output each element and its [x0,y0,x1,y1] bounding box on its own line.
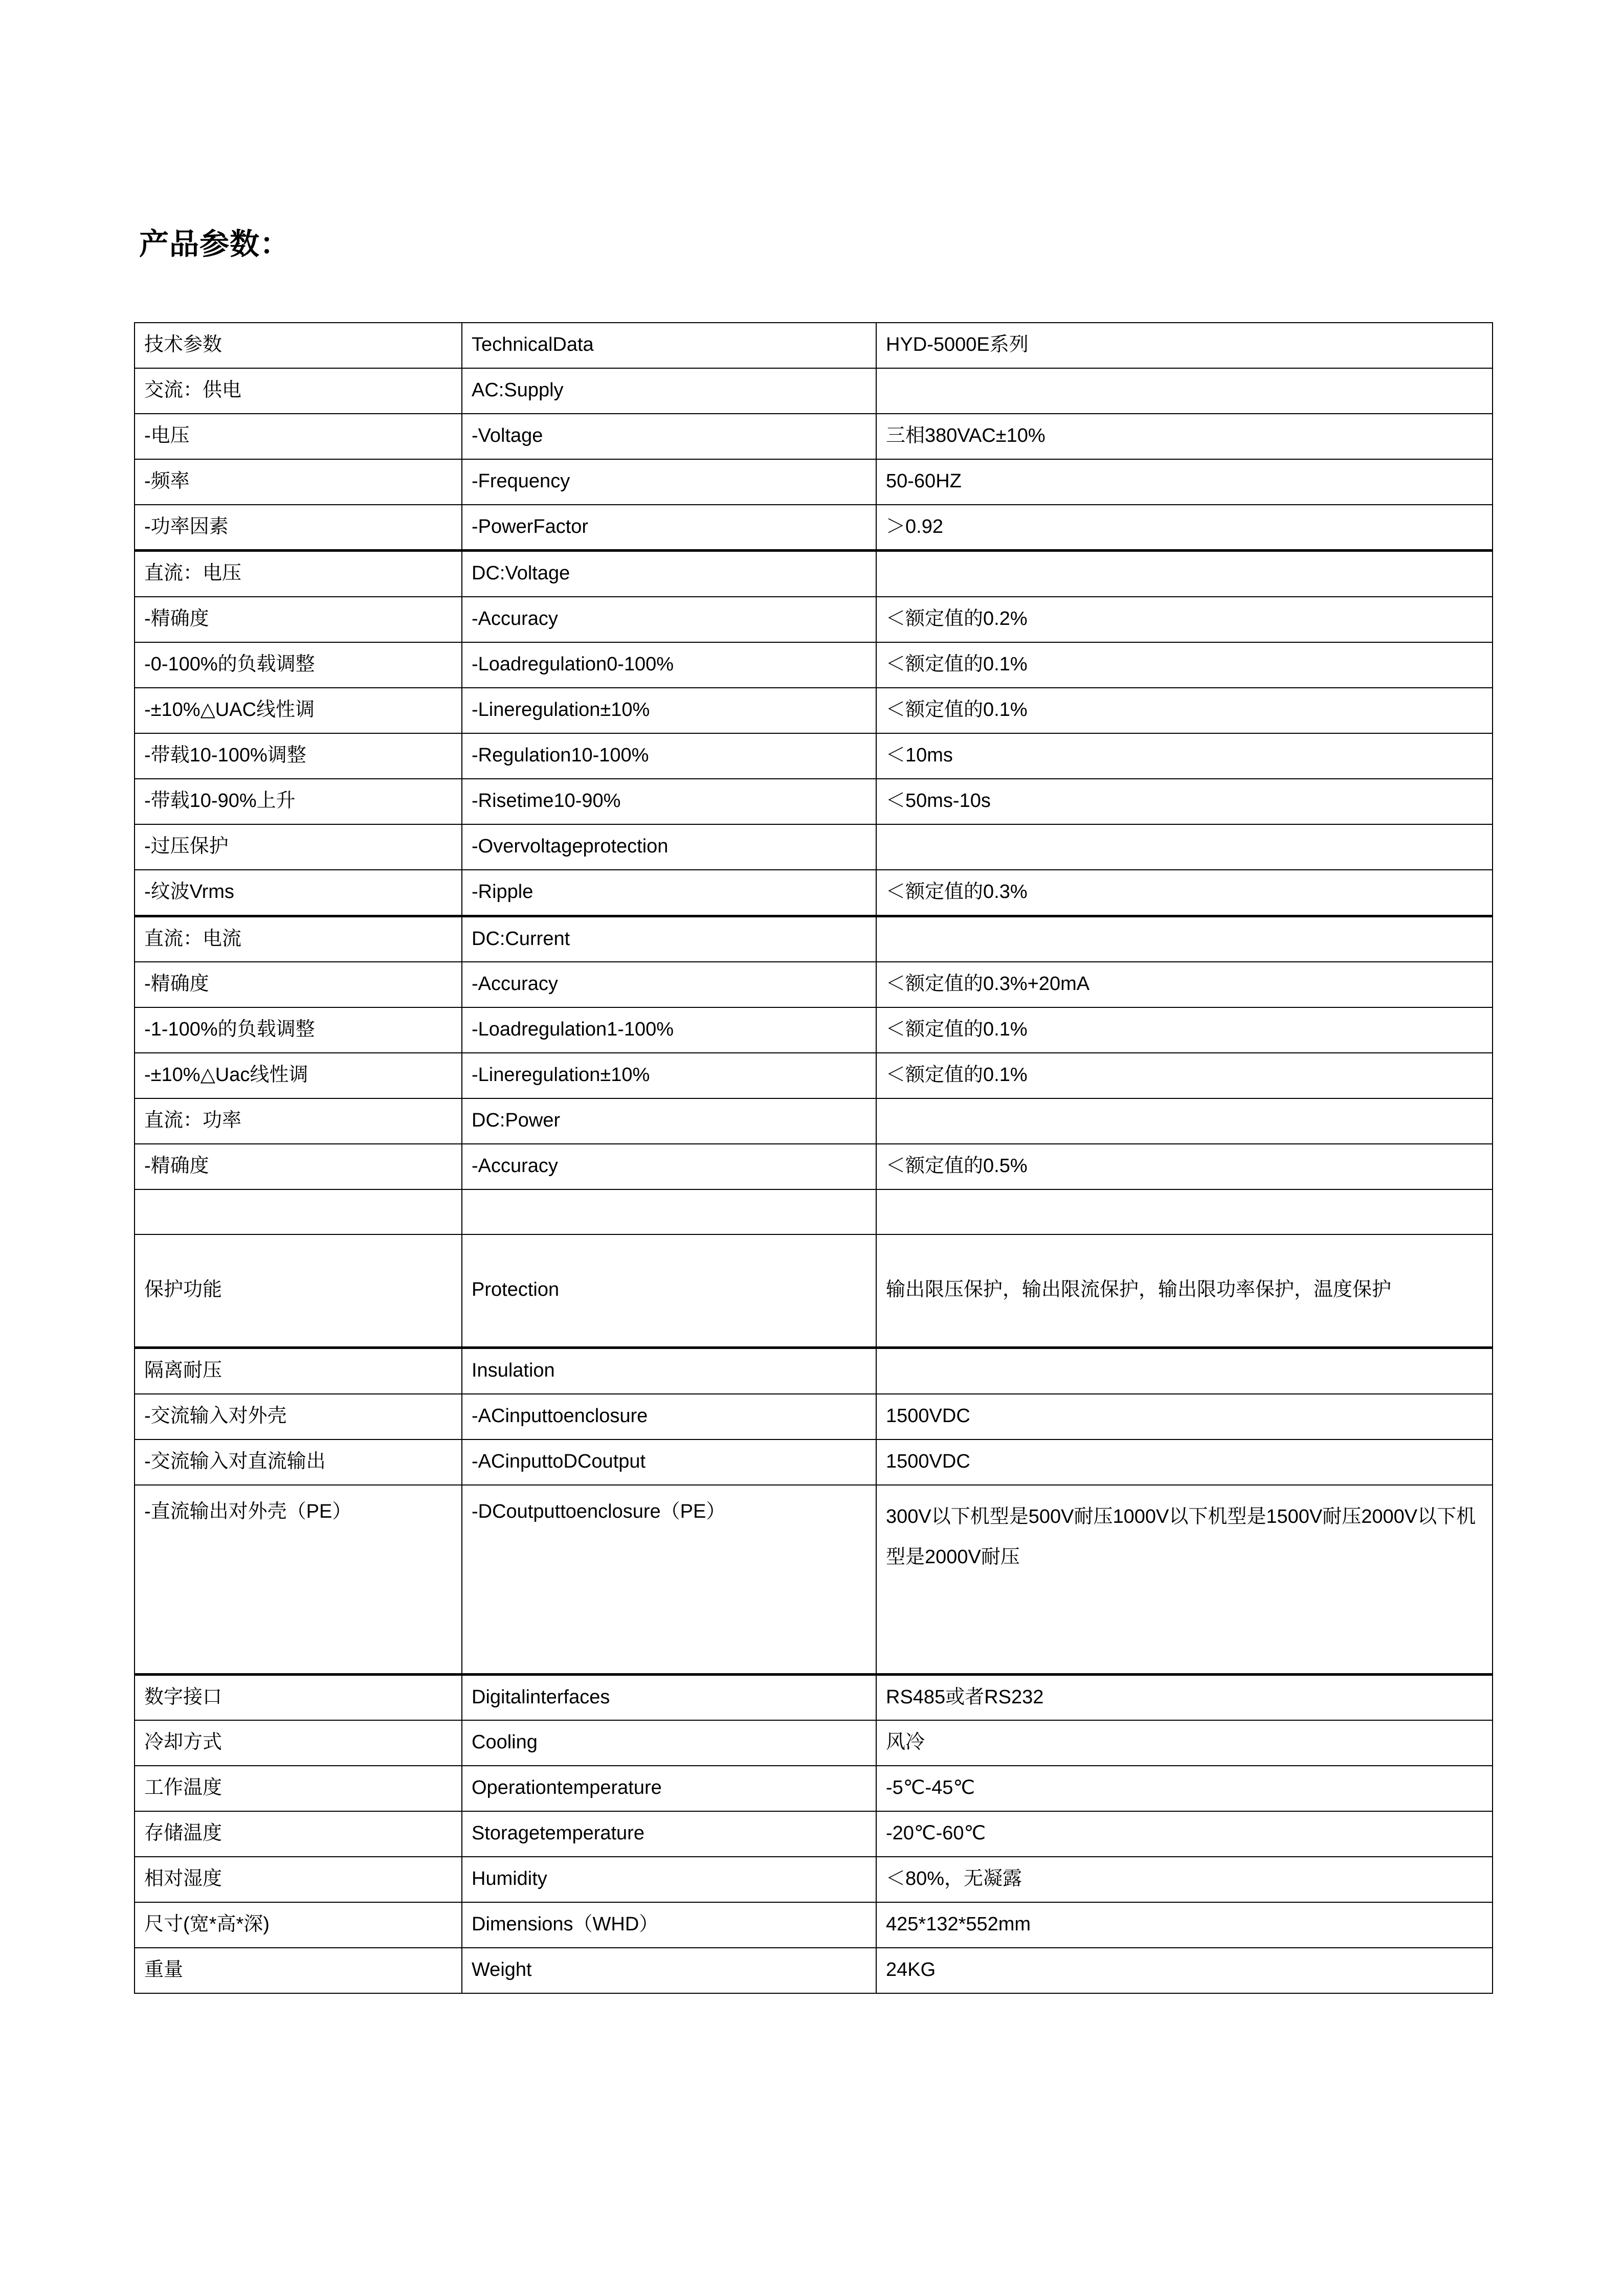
cell-value: ＜额定值的0.1% [876,642,1493,688]
cell-parameter-cn: -交流输入对直流输出 [135,1439,462,1485]
cell-parameter-cn: 保护功能 [135,1234,462,1348]
cell-value: ＜50ms-10s [876,779,1493,824]
cell-parameter-cn: -带载10-100%调整 [135,733,462,779]
cell-value: 300V以下机型是500V耐压1000V以下机型是1500V耐压2000V以下机型是2000V耐压 [876,1485,1493,1675]
cell-parameter-cn: 重量 [135,1948,462,1993]
cell-value: ＜80%，无凝露 [876,1857,1493,1902]
cell-value: ＜10ms [876,733,1493,779]
cell-value: 50-60HZ [876,459,1493,505]
table-row [135,688,1493,733]
table-row [135,733,1493,779]
cell-parameter-en: TechnicalData [462,323,876,368]
cell-value: ＜额定值的0.1% [876,688,1493,733]
cell-parameter-en: -Loadregulation1-100% [462,1007,876,1053]
table-row [135,1394,1493,1439]
cell-value: 三相380VAC±10% [876,414,1493,459]
cell-parameter-en: AC:Supply [462,368,876,414]
cell-parameter-cn: -±10%△Uac线性调 [135,1053,462,1098]
cell-parameter-cn: 数字接口 [135,1674,462,1720]
table-row [135,1948,1493,1993]
table-row [135,1144,1493,1189]
table-row [135,1674,1493,1720]
cell-parameter-cn [135,1189,462,1234]
cell-parameter-cn: -纹波Vrms [135,870,462,916]
table-row [135,779,1493,824]
cell-value [876,1189,1493,1234]
table-row [135,505,1493,551]
cell-parameter-cn: 工作温度 [135,1766,462,1811]
table-row [135,1766,1493,1811]
cell-parameter-cn: -功率因素 [135,505,462,551]
cell-parameter-en: -Accuracy [462,597,876,642]
table-row [135,916,1493,962]
table-row [135,1439,1493,1485]
cell-parameter-cn: 直流：电流 [135,916,462,962]
cell-parameter-en: -Overvoltageprotection [462,824,876,870]
cell-parameter-en: -Risetime10-90% [462,779,876,824]
table-row [135,1485,1493,1675]
table-row [135,1098,1493,1144]
table-row [135,1902,1493,1948]
cell-value [876,368,1493,414]
cell-value: 风冷 [876,1720,1493,1766]
table-row [135,824,1493,870]
table-row [135,551,1493,597]
cell-parameter-cn: -±10%△UAC线性调 [135,688,462,733]
cell-value: ＜额定值的0.2% [876,597,1493,642]
cell-parameter-cn: -电压 [135,414,462,459]
table-body [135,323,1493,1993]
table-row [135,459,1493,505]
table-row [135,1720,1493,1766]
cell-parameter-en: Digitalinterfaces [462,1674,876,1720]
cell-parameter-en: DC:Voltage [462,551,876,597]
cell-value: RS485或者RS232 [876,1674,1493,1720]
cell-parameter-cn: 技术参数 [135,323,462,368]
cell-value: ＜额定值的0.1% [876,1053,1493,1098]
table-row [135,414,1493,459]
page-title: 产品参数： [139,228,291,261]
cell-parameter-en: -Accuracy [462,962,876,1007]
cell-parameter-cn: -交流输入对外壳 [135,1394,462,1439]
cell-parameter-cn: -0-100%的负载调整 [135,642,462,688]
table-row [135,368,1493,414]
table-row [135,962,1493,1007]
cell-parameter-en: Protection [462,1234,876,1348]
cell-value: ＜额定值的0.3% [876,870,1493,916]
cell-parameter-cn: -1-100%的负载调整 [135,1007,462,1053]
cell-parameter-en [462,1189,876,1234]
cell-value: 24KG [876,1948,1493,1993]
cell-parameter-cn: 直流：电压 [135,551,462,597]
cell-parameter-en: -Lineregulation±10% [462,688,876,733]
cell-parameter-en: -Frequency [462,459,876,505]
cell-value: HYD-5000E系列 [876,323,1493,368]
cell-parameter-en: -Ripple [462,870,876,916]
table-row [135,1857,1493,1902]
table-row [135,323,1493,368]
table-row [135,1234,1493,1348]
cell-value: 输出限压保护，输出限流保护，输出限功率保护，温度保护 [876,1234,1493,1348]
table-row [135,1811,1493,1857]
cell-parameter-cn: 直流：功率 [135,1098,462,1144]
cell-parameter-en: -Voltage [462,414,876,459]
cell-parameter-cn: 存储温度 [135,1811,462,1857]
cell-parameter-en: Operationtemperature [462,1766,876,1811]
table-row [135,597,1493,642]
table-row [135,1347,1493,1393]
cell-parameter-en: Humidity [462,1857,876,1902]
cell-value: ＜额定值的0.5% [876,1144,1493,1189]
table-row [135,1007,1493,1053]
cell-parameter-cn: 冷却方式 [135,1720,462,1766]
cell-parameter-en: -DCoutputtoenclosure（PE） [462,1485,876,1675]
table-row [135,642,1493,688]
cell-value: 1500VDC [876,1439,1493,1485]
cell-value: ＞0.92 [876,505,1493,551]
cell-parameter-en: -ACinputtoDCoutput [462,1439,876,1485]
product-specifications-table [134,322,1493,1994]
cell-parameter-en: -Regulation10-100% [462,733,876,779]
cell-parameter-cn: 交流：供电 [135,368,462,414]
cell-parameter-cn: -频率 [135,459,462,505]
cell-value [876,916,1493,962]
cell-parameter-cn: -精确度 [135,597,462,642]
cell-parameter-en: DC:Power [462,1098,876,1144]
cell-value: -5℃-45℃ [876,1766,1493,1811]
cell-parameter-en: -PowerFactor [462,505,876,551]
cell-parameter-cn: -直流输出对外壳（PE） [135,1485,462,1675]
cell-value: 1500VDC [876,1394,1493,1439]
cell-parameter-en: -ACinputtoenclosure [462,1394,876,1439]
cell-parameter-cn: -过压保护 [135,824,462,870]
cell-parameter-en: Dimensions（WHD） [462,1902,876,1948]
cell-parameter-cn: 隔离耐压 [135,1347,462,1393]
table-row [135,1053,1493,1098]
cell-parameter-en: Storagetemperature [462,1811,876,1857]
table-row [135,1189,1493,1234]
cell-parameter-en: -Accuracy [462,1144,876,1189]
cell-parameter-cn: -带载10-90%上升 [135,779,462,824]
cell-parameter-en: -Lineregulation±10% [462,1053,876,1098]
cell-value [876,824,1493,870]
cell-parameter-en: Insulation [462,1347,876,1393]
cell-parameter-en: -Loadregulation0-100% [462,642,876,688]
cell-value: 425*132*552mm [876,1902,1493,1948]
cell-value [876,1347,1493,1393]
cell-parameter-cn: -精确度 [135,962,462,1007]
cell-parameter-cn: 尺寸(宽*高*深) [135,1902,462,1948]
table-row [135,870,1493,916]
cell-parameter-en: DC:Current [462,916,876,962]
cell-parameter-en: Weight [462,1948,876,1993]
cell-value: ＜额定值的0.1% [876,1007,1493,1053]
cell-parameter-cn: -精确度 [135,1144,462,1189]
cell-value: -20℃-60℃ [876,1811,1493,1857]
cell-value: ＜额定值的0.3%+20mA [876,962,1493,1007]
cell-parameter-en: Cooling [462,1720,876,1766]
cell-value [876,551,1493,597]
cell-value [876,1098,1493,1144]
cell-parameter-cn: 相对湿度 [135,1857,462,1902]
